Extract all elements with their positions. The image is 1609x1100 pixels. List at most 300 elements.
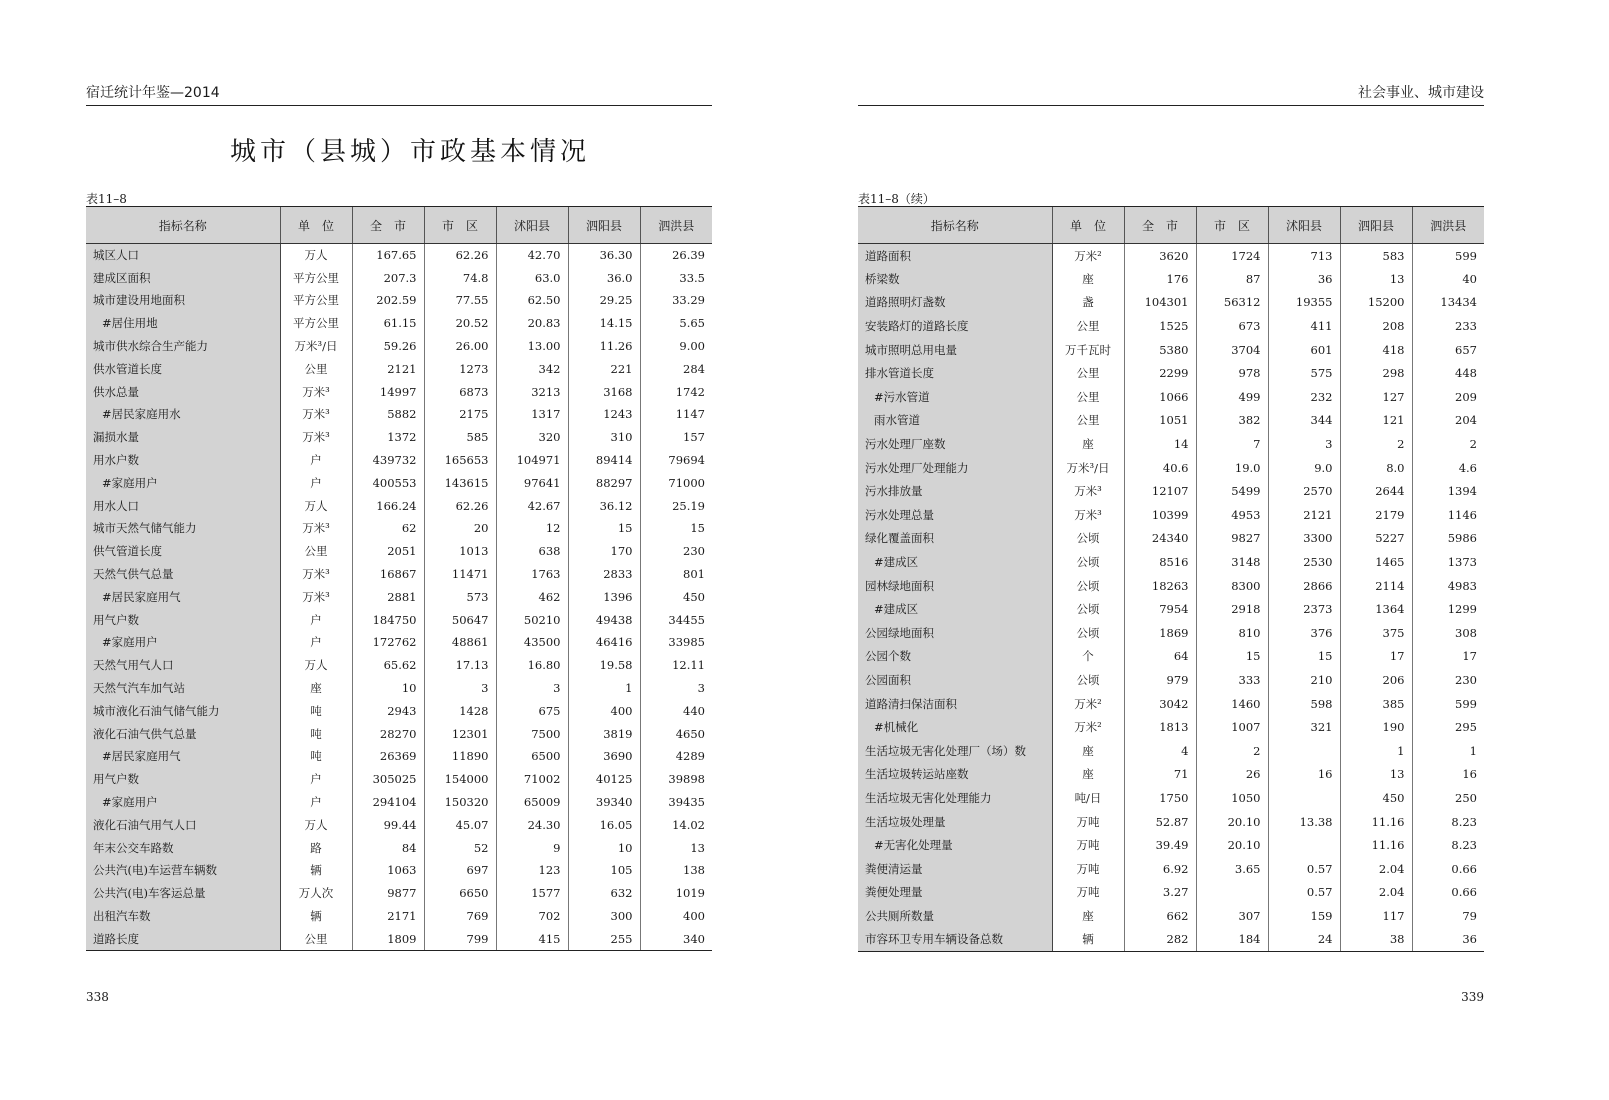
value-cell: 1063 bbox=[352, 859, 424, 882]
value-cell: 77.55 bbox=[424, 289, 496, 312]
indicator-name: 公共汽(电)车客运总量 bbox=[86, 882, 280, 905]
value-cell: 1051 bbox=[1124, 409, 1196, 433]
value-cell: 7 bbox=[1196, 432, 1268, 456]
value-cell: 15 bbox=[568, 517, 640, 540]
value-cell: 1577 bbox=[496, 882, 568, 905]
indicator-name: 供水总量 bbox=[86, 380, 280, 403]
unit-cell: 万吨 bbox=[1076, 861, 1100, 876]
indicator-name: #居民家庭用气 bbox=[86, 745, 280, 768]
unit-cell: 座 bbox=[310, 681, 322, 696]
value-cell: 450 bbox=[1340, 786, 1412, 810]
table-row bbox=[86, 654, 712, 677]
value-cell: 33.29 bbox=[640, 289, 712, 312]
value-cell: 87 bbox=[1196, 267, 1268, 291]
table-row bbox=[858, 833, 1484, 857]
table-row bbox=[858, 361, 1484, 385]
value-cell: 1066 bbox=[1124, 385, 1196, 409]
unit-cell: 万吨 bbox=[1076, 885, 1100, 900]
value-cell: 190 bbox=[1340, 715, 1412, 739]
column-header: 全 市 bbox=[352, 207, 424, 244]
unit-cell: 吨 bbox=[310, 703, 322, 718]
value-cell: 20.83 bbox=[496, 312, 568, 335]
indicator-name: #家庭用户 bbox=[86, 471, 280, 494]
table-row bbox=[86, 745, 712, 768]
value-cell: 2866 bbox=[1268, 574, 1340, 598]
indicator-name: 生活垃圾转运站座数 bbox=[858, 763, 1052, 787]
value-cell: 210 bbox=[1268, 668, 1340, 692]
value-cell: 2175 bbox=[424, 403, 496, 426]
table-row bbox=[86, 927, 712, 950]
running-head: 宿迁统计年鉴—2014 bbox=[86, 82, 712, 106]
value-cell: 418 bbox=[1340, 338, 1412, 362]
value-cell: 104971 bbox=[496, 449, 568, 472]
unit-cell: 万千瓦时 bbox=[1065, 342, 1111, 357]
table-row bbox=[86, 905, 712, 928]
value-cell: 24 bbox=[1268, 928, 1340, 952]
value-cell: 11471 bbox=[424, 563, 496, 586]
value-cell: 9.0 bbox=[1268, 456, 1340, 480]
indicator-name: 城市供水综合生产能力 bbox=[86, 335, 280, 358]
table-row bbox=[86, 244, 712, 267]
value-cell: 25.19 bbox=[640, 494, 712, 517]
value-cell: 127 bbox=[1340, 385, 1412, 409]
unit-cell: 座 bbox=[1082, 743, 1094, 758]
value-cell: 84 bbox=[352, 836, 424, 859]
value-cell: 662 bbox=[1124, 904, 1196, 928]
table-row bbox=[86, 357, 712, 380]
value-cell: 3.65 bbox=[1196, 857, 1268, 881]
indicator-name: 污水排放量 bbox=[858, 479, 1052, 503]
value-cell: 19.58 bbox=[568, 654, 640, 677]
value-cell: 121 bbox=[1340, 409, 1412, 433]
value-cell: 16 bbox=[1268, 763, 1340, 787]
value-cell: 2918 bbox=[1196, 597, 1268, 621]
value-cell: 14997 bbox=[352, 380, 424, 403]
table-row bbox=[86, 266, 712, 289]
indicator-name: #建成区 bbox=[858, 550, 1052, 574]
data-table bbox=[86, 206, 712, 951]
value-cell: 321 bbox=[1268, 715, 1340, 739]
indicator-name: 安装路灯的道路长度 bbox=[858, 314, 1052, 338]
value-cell: 320 bbox=[496, 426, 568, 449]
value-cell: 4289 bbox=[640, 745, 712, 768]
value-cell: 14.15 bbox=[568, 312, 640, 335]
unit-cell: 公里 bbox=[304, 544, 328, 559]
value-cell: 36.12 bbox=[568, 494, 640, 517]
value-cell: 333 bbox=[1196, 668, 1268, 692]
indicator-name: 天然气汽车加气站 bbox=[86, 677, 280, 700]
value-cell: 5.65 bbox=[640, 312, 712, 335]
value-cell: 601 bbox=[1268, 338, 1340, 362]
indicator-name: 道路清扫保洁面积 bbox=[858, 692, 1052, 716]
value-cell: 33985 bbox=[640, 631, 712, 654]
value-cell: 39435 bbox=[640, 791, 712, 814]
value-cell: 18263 bbox=[1124, 574, 1196, 598]
value-cell: 305025 bbox=[352, 768, 424, 791]
value-cell: 5986 bbox=[1412, 527, 1484, 551]
indicator-name: 粪便处理量 bbox=[858, 881, 1052, 905]
value-cell: 2 bbox=[1412, 432, 1484, 456]
value-cell: 123 bbox=[496, 859, 568, 882]
indicator-name: 污水处理总量 bbox=[858, 503, 1052, 527]
value-cell: 167.65 bbox=[352, 244, 424, 267]
table-row bbox=[858, 810, 1484, 834]
value-cell: 2114 bbox=[1340, 574, 1412, 598]
unit-cell: 万米³ bbox=[1074, 484, 1102, 499]
unit-cell: 平方公里 bbox=[293, 270, 339, 285]
value-cell: 1465 bbox=[1340, 550, 1412, 574]
value-cell: 9827 bbox=[1196, 527, 1268, 551]
value-cell: 2373 bbox=[1268, 597, 1340, 621]
indicator-name: #居民家庭用水 bbox=[86, 403, 280, 426]
unit-cell: 公顷 bbox=[1076, 531, 1100, 546]
value-cell: 12301 bbox=[424, 722, 496, 745]
value-cell: 385 bbox=[1340, 692, 1412, 716]
value-cell: 143615 bbox=[424, 471, 496, 494]
unit-cell: 吨 bbox=[310, 726, 322, 741]
value-cell: 24.30 bbox=[496, 813, 568, 836]
value-cell: 15 bbox=[640, 517, 712, 540]
value-cell: 184750 bbox=[352, 608, 424, 631]
value-cell: 2171 bbox=[352, 905, 424, 928]
value-cell: 713 bbox=[1268, 244, 1340, 268]
table-row bbox=[858, 928, 1484, 952]
value-cell: 13 bbox=[1340, 763, 1412, 787]
unit-cell: 万米³ bbox=[1074, 507, 1102, 522]
value-cell: 1396 bbox=[568, 585, 640, 608]
table-row bbox=[86, 585, 712, 608]
table-row bbox=[858, 503, 1484, 527]
value-cell: 1146 bbox=[1412, 503, 1484, 527]
unit-cell: 平方公里 bbox=[293, 293, 339, 308]
indicator-name: #无害化处理量 bbox=[858, 833, 1052, 857]
value-cell: 3 bbox=[496, 677, 568, 700]
indicator-name: 用水户数 bbox=[86, 449, 280, 472]
unit-cell: 万人 bbox=[304, 658, 328, 673]
unit-cell: 公顷 bbox=[1076, 602, 1100, 617]
value-cell: 184 bbox=[1196, 928, 1268, 952]
indicator-name: 生活垃圾无害化处理厂（场）数 bbox=[858, 739, 1052, 763]
indicator-name: 污水处理厂座数 bbox=[858, 432, 1052, 456]
table-row bbox=[858, 715, 1484, 739]
table-row bbox=[858, 314, 1484, 338]
value-cell: 400553 bbox=[352, 471, 424, 494]
value-cell: 5227 bbox=[1340, 527, 1412, 551]
table-row bbox=[858, 338, 1484, 362]
value-cell: 14 bbox=[1124, 432, 1196, 456]
value-cell: 1299 bbox=[1412, 597, 1484, 621]
value-cell: 20.10 bbox=[1196, 810, 1268, 834]
value-cell: 375 bbox=[1340, 621, 1412, 645]
indicator-name: 城市照明总用电量 bbox=[858, 338, 1052, 362]
value-cell: 39.49 bbox=[1124, 833, 1196, 857]
table-row bbox=[86, 836, 712, 859]
value-cell: 1 bbox=[568, 677, 640, 700]
value-cell: 36 bbox=[1268, 267, 1340, 291]
value-cell: 40 bbox=[1412, 267, 1484, 291]
column-header: 市 区 bbox=[1196, 207, 1268, 244]
value-cell: 79694 bbox=[640, 449, 712, 472]
value-cell: 5882 bbox=[352, 403, 424, 426]
value-cell: 8.23 bbox=[1412, 810, 1484, 834]
value-cell: 8300 bbox=[1196, 574, 1268, 598]
value-cell: 11.26 bbox=[568, 335, 640, 358]
value-cell: 11890 bbox=[424, 745, 496, 768]
indicator-name: 公园个数 bbox=[858, 645, 1052, 669]
table-label: 表11–8 bbox=[86, 192, 127, 206]
value-cell: 208 bbox=[1340, 314, 1412, 338]
value-cell: 17 bbox=[1340, 645, 1412, 669]
value-cell: 13 bbox=[1340, 267, 1412, 291]
value-cell: 42.67 bbox=[496, 494, 568, 517]
indicator-name: 公共汽(电)车运营车辆数 bbox=[86, 859, 280, 882]
value-cell: 2121 bbox=[1268, 503, 1340, 527]
table-row bbox=[858, 763, 1484, 787]
unit-cell: 万米² bbox=[1074, 696, 1102, 711]
value-cell: 6500 bbox=[496, 745, 568, 768]
value-cell: 20.10 bbox=[1196, 833, 1268, 857]
indicator-name: 道路面积 bbox=[858, 244, 1052, 268]
table-row bbox=[86, 312, 712, 335]
value-cell: 4650 bbox=[640, 722, 712, 745]
unit-cell: 万米³ bbox=[302, 521, 330, 536]
indicator-name: 液化石油气供气总量 bbox=[86, 722, 280, 745]
data-table bbox=[858, 206, 1484, 952]
value-cell bbox=[1268, 786, 1340, 810]
table-row bbox=[86, 517, 712, 540]
running-head: 社会事业、城市建设 bbox=[858, 82, 1484, 106]
value-cell: 382 bbox=[1196, 409, 1268, 433]
value-cell: 9.00 bbox=[640, 335, 712, 358]
table-row bbox=[858, 244, 1484, 268]
value-cell: 1525 bbox=[1124, 314, 1196, 338]
value-cell: 2.04 bbox=[1340, 881, 1412, 905]
value-cell: 88297 bbox=[568, 471, 640, 494]
table-row bbox=[86, 563, 712, 586]
unit-cell: 座 bbox=[1082, 767, 1094, 782]
value-cell: 298 bbox=[1340, 361, 1412, 385]
value-cell: 59.26 bbox=[352, 335, 424, 358]
indicator-name: 公园绿地面积 bbox=[858, 621, 1052, 645]
value-cell: 2943 bbox=[352, 699, 424, 722]
value-cell: 40125 bbox=[568, 768, 640, 791]
table-row bbox=[858, 456, 1484, 480]
unit-cell: 公顷 bbox=[1076, 672, 1100, 687]
value-cell: 221 bbox=[568, 357, 640, 380]
value-cell: 6650 bbox=[424, 882, 496, 905]
unit-cell: 公顷 bbox=[1076, 555, 1100, 570]
table-row bbox=[86, 608, 712, 631]
value-cell: 2 bbox=[1196, 739, 1268, 763]
column-header: 沭阳县 bbox=[496, 207, 568, 244]
unit-cell: 万人 bbox=[304, 248, 328, 263]
value-cell bbox=[1268, 833, 1340, 857]
table-row bbox=[86, 335, 712, 358]
value-cell: 15 bbox=[1268, 645, 1340, 669]
table-row bbox=[858, 692, 1484, 716]
value-cell: 2.04 bbox=[1340, 857, 1412, 881]
value-cell: 0.66 bbox=[1412, 857, 1484, 881]
value-cell: 4 bbox=[1124, 739, 1196, 763]
value-cell: 400 bbox=[568, 699, 640, 722]
value-cell: 36.30 bbox=[568, 244, 640, 267]
value-cell: 300 bbox=[568, 905, 640, 928]
value-cell: 43500 bbox=[496, 631, 568, 654]
value-cell: 599 bbox=[1412, 244, 1484, 268]
value-cell: 71002 bbox=[496, 768, 568, 791]
unit-cell: 公顷 bbox=[1076, 625, 1100, 640]
table-header-row bbox=[86, 207, 712, 244]
value-cell: 10 bbox=[568, 836, 640, 859]
value-cell: 61.15 bbox=[352, 312, 424, 335]
value-cell: 50647 bbox=[424, 608, 496, 631]
value-cell: 598 bbox=[1268, 692, 1340, 716]
column-header: 泗洪县 bbox=[1412, 207, 1484, 244]
table-row bbox=[86, 768, 712, 791]
table-row bbox=[858, 597, 1484, 621]
indicator-name: 供水管道长度 bbox=[86, 357, 280, 380]
value-cell: 499 bbox=[1196, 385, 1268, 409]
value-cell: 11.16 bbox=[1340, 810, 1412, 834]
value-cell: 12 bbox=[496, 517, 568, 540]
value-cell: 42.70 bbox=[496, 244, 568, 267]
value-cell: 801 bbox=[640, 563, 712, 586]
value-cell: 36 bbox=[1412, 928, 1484, 952]
value-cell: 52.87 bbox=[1124, 810, 1196, 834]
value-cell: 49438 bbox=[568, 608, 640, 631]
unit-cell: 万米³/日 bbox=[1066, 460, 1110, 475]
table-row bbox=[86, 722, 712, 745]
value-cell: 5499 bbox=[1196, 479, 1268, 503]
unit-cell: 万米² bbox=[1074, 720, 1102, 735]
unit-cell: 户 bbox=[310, 475, 322, 490]
table-row bbox=[86, 471, 712, 494]
value-cell: 20.52 bbox=[424, 312, 496, 335]
unit-cell: 万人 bbox=[304, 817, 328, 832]
unit-cell: 户 bbox=[310, 772, 322, 787]
value-cell: 15 bbox=[1196, 645, 1268, 669]
value-cell: 6873 bbox=[424, 380, 496, 403]
value-cell: 13434 bbox=[1412, 291, 1484, 315]
column-header: 指标名称 bbox=[86, 207, 280, 244]
table-row bbox=[858, 574, 1484, 598]
value-cell: 5380 bbox=[1124, 338, 1196, 362]
value-cell: 99.44 bbox=[352, 813, 424, 836]
table-row bbox=[86, 859, 712, 882]
indicator-name: 液化石油气用气人口 bbox=[86, 813, 280, 836]
unit-cell: 公里 bbox=[304, 361, 328, 376]
value-cell: 1050 bbox=[1196, 786, 1268, 810]
value-cell: 0.57 bbox=[1268, 881, 1340, 905]
value-cell: 52 bbox=[424, 836, 496, 859]
unit-cell: 公里 bbox=[1076, 319, 1100, 334]
value-cell: 4983 bbox=[1412, 574, 1484, 598]
value-cell: 36.0 bbox=[568, 266, 640, 289]
right-page bbox=[858, 0, 1484, 1100]
value-cell: 675 bbox=[496, 699, 568, 722]
value-cell: 13 bbox=[640, 836, 712, 859]
value-cell: 28270 bbox=[352, 722, 424, 745]
value-cell: 230 bbox=[640, 540, 712, 563]
indicator-name: 用气户数 bbox=[86, 608, 280, 631]
value-cell: 1243 bbox=[568, 403, 640, 426]
value-cell: 657 bbox=[1412, 338, 1484, 362]
indicator-name: 城市天然气储气能力 bbox=[86, 517, 280, 540]
value-cell: 439732 bbox=[352, 449, 424, 472]
value-cell: 39898 bbox=[640, 768, 712, 791]
indicator-name: #居住用地 bbox=[86, 312, 280, 335]
unit-cell: 公顷 bbox=[1076, 578, 1100, 593]
value-cell: 16.05 bbox=[568, 813, 640, 836]
value-cell: 24340 bbox=[1124, 527, 1196, 551]
unit-cell: 万米³ bbox=[302, 430, 330, 445]
table-row bbox=[858, 550, 1484, 574]
value-cell: 157 bbox=[640, 426, 712, 449]
unit-cell: 万吨 bbox=[1076, 838, 1100, 853]
value-cell: 599 bbox=[1412, 692, 1484, 716]
table-row bbox=[858, 621, 1484, 645]
value-cell: 14.02 bbox=[640, 813, 712, 836]
indicator-name: #家庭用户 bbox=[86, 791, 280, 814]
table-row bbox=[86, 289, 712, 312]
value-cell: 284 bbox=[640, 357, 712, 380]
table-label: 表11–8（续） bbox=[858, 192, 935, 206]
value-cell: 74.8 bbox=[424, 266, 496, 289]
table-row bbox=[858, 881, 1484, 905]
table-row bbox=[86, 631, 712, 654]
value-cell: 1813 bbox=[1124, 715, 1196, 739]
unit-cell: 万人 bbox=[304, 498, 328, 513]
value-cell: 1742 bbox=[640, 380, 712, 403]
value-cell: 1460 bbox=[1196, 692, 1268, 716]
indicator-name: 城市液化石油气储气能力 bbox=[86, 699, 280, 722]
value-cell: 62 bbox=[352, 517, 424, 540]
value-cell: 1364 bbox=[1340, 597, 1412, 621]
value-cell: 233 bbox=[1412, 314, 1484, 338]
value-cell: 13.38 bbox=[1268, 810, 1340, 834]
value-cell: 376 bbox=[1268, 621, 1340, 645]
value-cell: 575 bbox=[1268, 361, 1340, 385]
value-cell: 1809 bbox=[352, 927, 424, 950]
indicator-name: 漏损水量 bbox=[86, 426, 280, 449]
value-cell: 3690 bbox=[568, 745, 640, 768]
value-cell: 56312 bbox=[1196, 291, 1268, 315]
value-cell: 697 bbox=[424, 859, 496, 882]
value-cell: 117 bbox=[1340, 904, 1412, 928]
value-cell: 3 bbox=[1268, 432, 1340, 456]
value-cell: 310 bbox=[568, 426, 640, 449]
value-cell: 3300 bbox=[1268, 527, 1340, 551]
value-cell: 255 bbox=[568, 927, 640, 950]
value-cell: 209 bbox=[1412, 385, 1484, 409]
table-row bbox=[86, 791, 712, 814]
value-cell: 46416 bbox=[568, 631, 640, 654]
value-cell: 799 bbox=[424, 927, 496, 950]
value-cell: 307 bbox=[1196, 904, 1268, 928]
value-cell: 8.0 bbox=[1340, 456, 1412, 480]
indicator-name: 供气管道长度 bbox=[86, 540, 280, 563]
value-cell: 65009 bbox=[496, 791, 568, 814]
value-cell: 159 bbox=[1268, 904, 1340, 928]
unit-cell: 万吨 bbox=[1076, 814, 1100, 829]
value-cell: 9 bbox=[496, 836, 568, 859]
indicator-name: #居民家庭用气 bbox=[86, 585, 280, 608]
unit-cell: 万米³/日 bbox=[294, 339, 338, 354]
value-cell: 11.16 bbox=[1340, 833, 1412, 857]
value-cell: 1394 bbox=[1412, 479, 1484, 503]
table-row bbox=[86, 494, 712, 517]
unit-cell: 公里 bbox=[1076, 389, 1100, 404]
